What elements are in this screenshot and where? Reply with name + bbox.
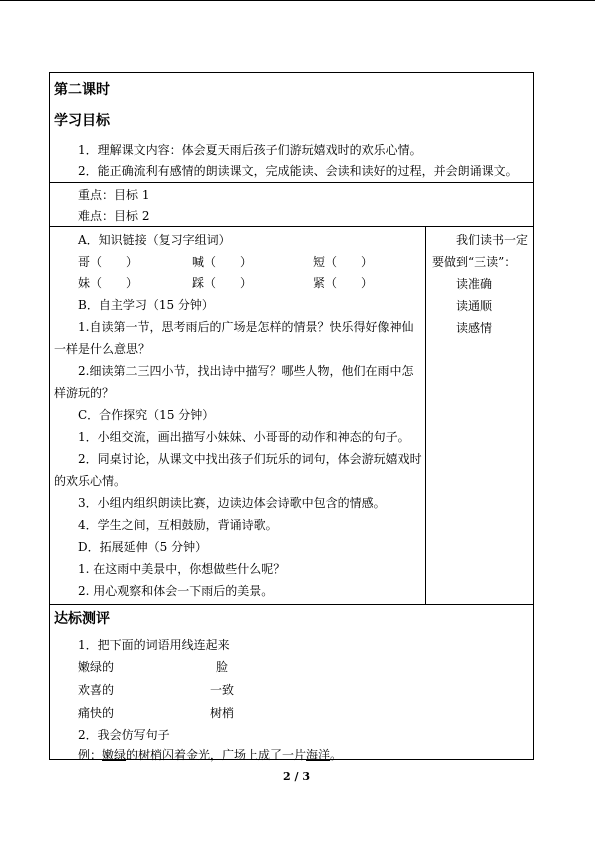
- side-note-text: 我们读书一定: [456, 233, 529, 247]
- example-end: 。: [330, 748, 343, 762]
- section-b-heading: B．自主学习（15 分钟）: [78, 298, 214, 312]
- char-cell: 妹（ ）: [78, 276, 139, 290]
- match-right-word: 一致: [210, 683, 235, 697]
- section-a-heading: A．知识链接（复习字组词）: [78, 233, 231, 247]
- question-text: 样游玩的？: [54, 386, 115, 400]
- side-column-divider: [425, 226, 426, 604]
- match-left-word: 痛快的: [78, 706, 115, 720]
- question-text: 2.细读第二三四小节，找出诗中描写？哪些人物，他们在雨中怎: [78, 364, 414, 378]
- activity-item: 的欢乐心情。: [54, 474, 127, 488]
- question-text: 一样是什么意思？: [54, 342, 151, 356]
- activity-item: 2．同桌讨论，从课文中找出孩子们玩乐的词句，体会游玩嬉戏时: [78, 452, 422, 466]
- objectives-heading: 学习目标: [54, 113, 110, 129]
- objective-item: 1．理解课文内容：体会夏天雨后孩子们游玩嬉戏时的欢乐心情。: [78, 143, 422, 157]
- difficulty-point: 难点：目标 2: [78, 209, 150, 223]
- example-sentence: [78, 748, 342, 762]
- match-right-word: 树梢: [210, 706, 235, 720]
- match-left-word: 欢喜的: [78, 683, 115, 697]
- side-note-item: 读通顺: [456, 299, 493, 313]
- section-c-heading: C．合作探究（15 分钟）: [78, 408, 215, 422]
- row-divider-activities: [49, 604, 534, 605]
- side-note-text: 要做到“三读”：: [432, 255, 517, 269]
- char-cell: 哥（ ）: [78, 255, 139, 269]
- page-top-border: [0, 0, 595, 1]
- extension-item: 1. 在这雨中美景中，你想做些什么呢？: [78, 562, 286, 576]
- side-note-item: 读准确: [456, 277, 493, 291]
- question-text: 1.自读第一节，思考雨后的广场是怎样的情景？快乐得好像神仙: [78, 320, 414, 334]
- key-point: 重点：目标 1: [78, 188, 150, 202]
- assessment-question: 2．我会仿写句子: [78, 728, 170, 742]
- row-divider-keypoints: [49, 226, 534, 227]
- example-underlined-word: 嫩绿: [102, 748, 127, 762]
- page-number: 2 / 3: [283, 770, 310, 783]
- objective-item: 2．能正确流利有感情的朗读课文，完成能读、会读和读好的过程，并会朗诵课文。: [78, 164, 518, 178]
- assessment-heading: 达标测评: [54, 611, 110, 627]
- activity-item: 4．学生之间，互相鼓励，背诵诗歌。: [78, 518, 278, 532]
- match-left-word: 嫩绿的: [78, 660, 115, 674]
- section-d-heading: D．拓展延伸（5 分钟）: [78, 540, 208, 554]
- lesson-title: 第二课时: [54, 82, 110, 98]
- char-cell: 喊（ ）: [192, 255, 253, 269]
- row-divider-objectives: [49, 182, 534, 183]
- char-cell: 紧（ ）: [313, 276, 374, 290]
- char-cell: 短（ ）: [313, 255, 374, 269]
- activity-item: 3．小组内组织朗读比赛，边读边体会诗歌中包含的情感。: [78, 496, 386, 510]
- activity-item: 1．小组交流，画出描写小妹妹、小哥哥的动作和神态的句子。: [78, 430, 410, 444]
- example-underlined-word: 海洋: [306, 748, 331, 762]
- extension-item: 2. 用心观察和体会一下雨后的美景。: [78, 584, 274, 598]
- side-note-item: 读感情: [456, 321, 493, 335]
- assessment-question: 1．把下面的词语用线连起来: [78, 638, 230, 652]
- char-cell: 踩（ ）: [192, 276, 253, 290]
- example-middle: 的树梢闪着金光，广场上成了一片: [126, 748, 307, 762]
- example-prefix: 例：: [78, 748, 103, 762]
- match-right-word: 脸: [216, 660, 229, 674]
